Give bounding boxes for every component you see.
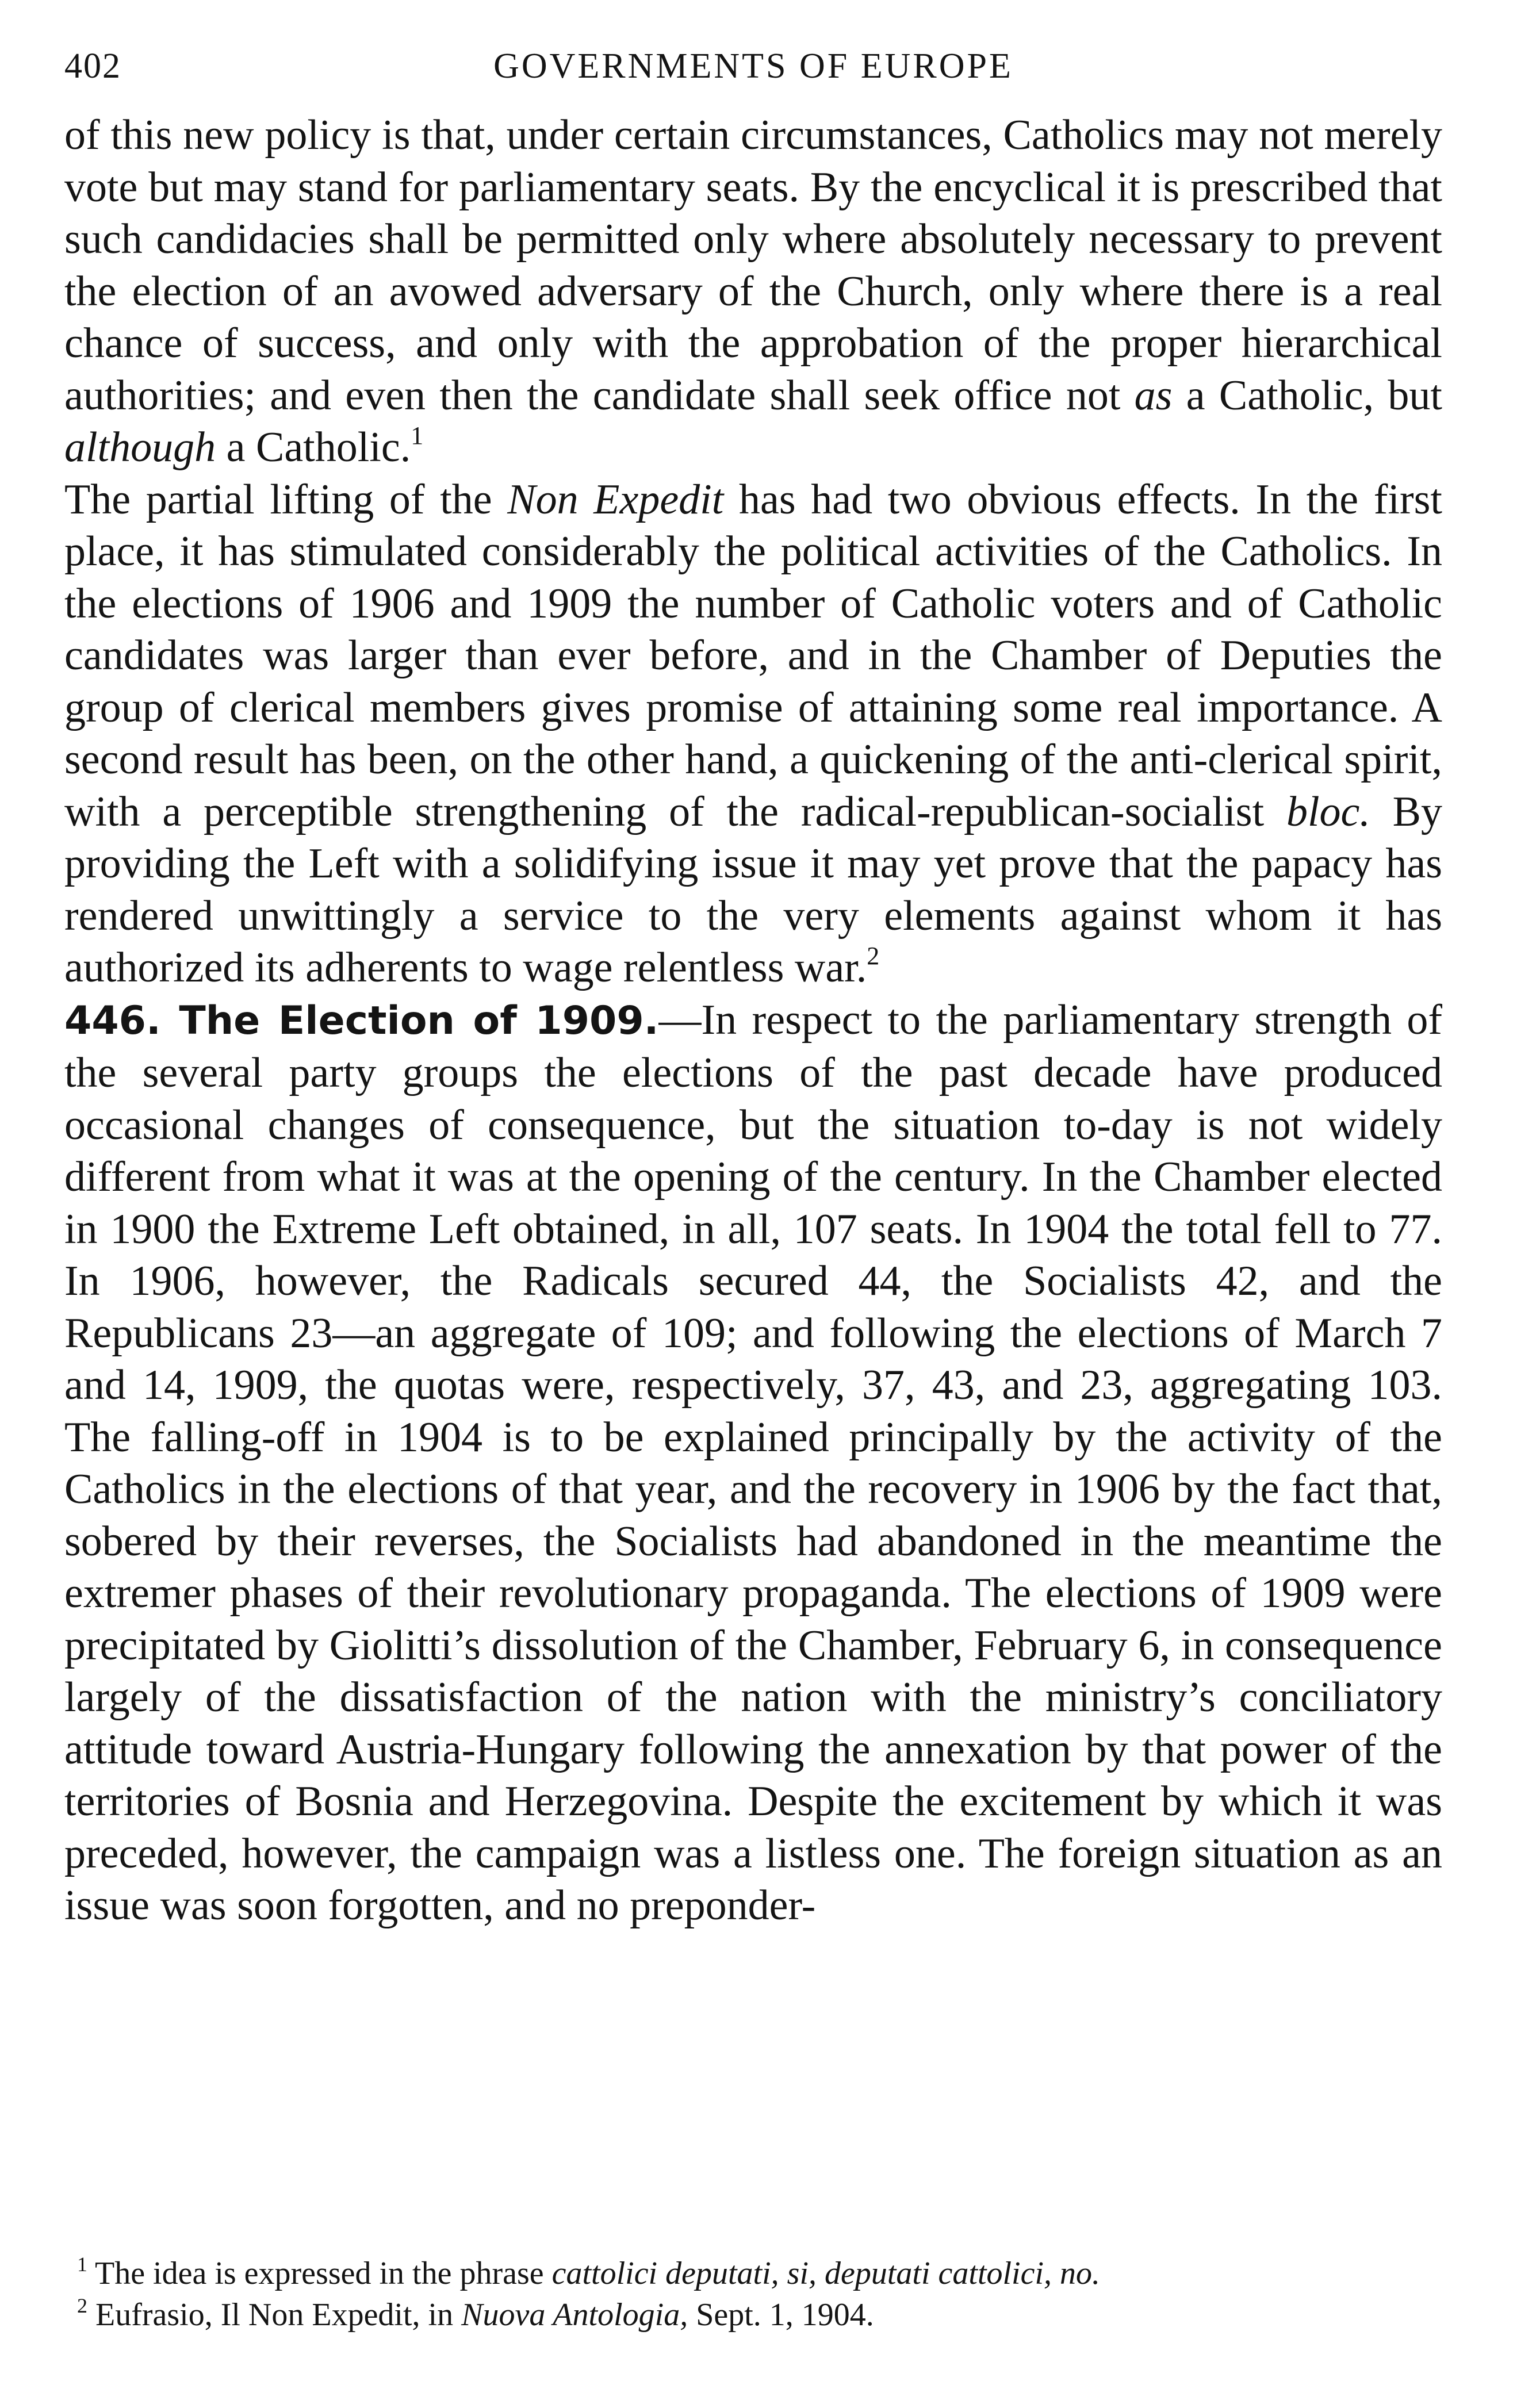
section-heading: 446. The Election of 1909. xyxy=(64,998,659,1044)
footnote xyxy=(64,2294,1442,2336)
book-page xyxy=(64,46,1442,1932)
footnote-italic: Nuova Antologia, xyxy=(461,2297,688,2333)
page-number: 402 xyxy=(64,47,121,86)
paragraph-text: of this new policy is that, under certain circumstances, Catholics may not merely vote but may stand for parliamentary seats. By the encyclical it is prescribed that such candidacies shall be permitted only where absolutely necessary to prevent the election of an avowed adversary of the Church, only where there is a real chance of success, and only with the approbation of the proper hierarchical authorities; and even then the candidate shall seek office not xyxy=(64,112,1442,419)
paragraph-text: has had two obvious effects. In the first place, it has stimulated considerably the political activities of the Catholics. In the elections of 1906 and 1909 the number of Catholic voters and of Catholic candidates was larger than ever before, and in the Chamber of Deputies the group of clerical members gives promise of attaining some real importance. A second result has been, on the other hand, a quickening of the anti-clerical spirit, with a perceptible strengthening of the radical-republican-socialist xyxy=(64,476,1442,835)
running-title: GOVERNMENTS OF EUROPE xyxy=(493,47,1013,86)
body-text xyxy=(64,109,1442,1932)
footnote xyxy=(64,2253,1442,2294)
italic-text: although xyxy=(64,424,216,471)
italic-text: Non Expedit xyxy=(507,476,724,523)
italic-text: as xyxy=(1134,371,1173,419)
footnote-marker: 1 xyxy=(77,2253,87,2276)
paragraph-text: The partial lifting of the xyxy=(64,476,508,523)
paragraph-text: —In respect to the parliamentary strength of the several party groups the elections of the past decade have produced occasional changes of consequence, but the situation to-day is not widely different from what it was at the opening of the century. In the Chamber elected in 1900 the Extreme Left obtained, in all, 107 seats. In 1904 the total fell to 77. In 1906, however, the Radicals secured 44, the Socialists 42, and the Republicans 23—an aggregate of 109; and following the elections of March 7 and 14, 1909, the quotas were, respectively, 37, 43, and 23, aggregating 103. The falling-off in 1904 is to be explained principally by the activity of the Catholics in the elections of that year, and the recovery in 1906 by the fact that, sobered by their reverses, the Socialists had abandoned in the meantime the extremer phases of their revolutionary propaganda. The elections of 1909 were precipitated by Giolitti’s dissolution of the Chamber, February 6, in consequence largely of the dissatisfaction of the nation with the ministry’s conciliatory attitude toward Austria-Hungary following the annexation by that power of the territories of Bosnia and Herzegovina. Despite the excitement by which it was preceded, however, the campaign was a listless one. The foreign situation as an issue was soon forgotten, and no preponder- xyxy=(64,996,1443,1929)
paragraph xyxy=(64,994,1442,1932)
footnote-text: Eufrasio, Il Non Expedit, in xyxy=(87,2297,462,2333)
paragraph-text: a Catholic. xyxy=(216,424,411,471)
footnote-italic: cattolici deputati, si, deputati cattolici, no. xyxy=(551,2256,1101,2291)
footnotes xyxy=(64,2253,1442,2336)
footnote-reference: 1 xyxy=(411,421,424,450)
footnote-marker: 2 xyxy=(77,2294,87,2317)
running-head xyxy=(64,46,1442,109)
paragraph-text: a Catholic, but xyxy=(1172,371,1442,419)
paragraph-continuation xyxy=(64,109,1442,474)
footnote-text: The idea is expressed in the phrase xyxy=(87,2256,552,2291)
italic-text: bloc. xyxy=(1286,788,1370,835)
paragraph-text: By providing the Left with a solidifying issue it may yet prove that the papacy has rendered unwittingly a service to the very elements against whom it has authorized its adherents to wage relentless war. xyxy=(64,788,1442,991)
footnote-reference: 2 xyxy=(867,942,880,970)
footnote-text: Sept. 1, 1904. xyxy=(688,2297,874,2333)
paragraph xyxy=(64,474,1442,994)
